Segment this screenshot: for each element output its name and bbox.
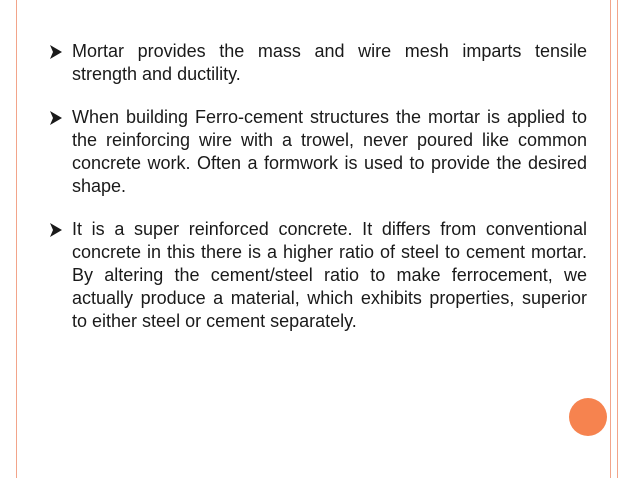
- bullet-item: [50, 40, 587, 86]
- accent-circle: [569, 398, 607, 436]
- bullet-text: Mortar provides the mass and wire mesh imparts tensile strength and ductility.: [72, 41, 587, 84]
- frame-line-right-outer: [617, 0, 618, 478]
- arrow-right-icon: [50, 218, 70, 241]
- bullet-item: [50, 106, 587, 198]
- bullet-text: It is a super reinforced concrete. It differs from conventional concrete in this there is a higher ratio of steel to cement mortar. By altering the cement/steel ratio to make ferrocement, we actually produce a material, which exhibits properties, superior to either steel or cement separately.: [72, 219, 587, 331]
- arrow-right-icon: [50, 40, 70, 63]
- frame-line-left: [16, 0, 17, 478]
- arrow-right-icon: [50, 106, 70, 129]
- slide-content: [50, 40, 587, 333]
- bullet-item: [50, 218, 587, 333]
- bullet-text: When building Ferro-cement structures the mortar is applied to the reinforcing wire with a trowel, never poured like common concrete work. Often a formwork is used to provide the desired shape.: [72, 107, 587, 196]
- frame-line-right-inner: [610, 0, 611, 478]
